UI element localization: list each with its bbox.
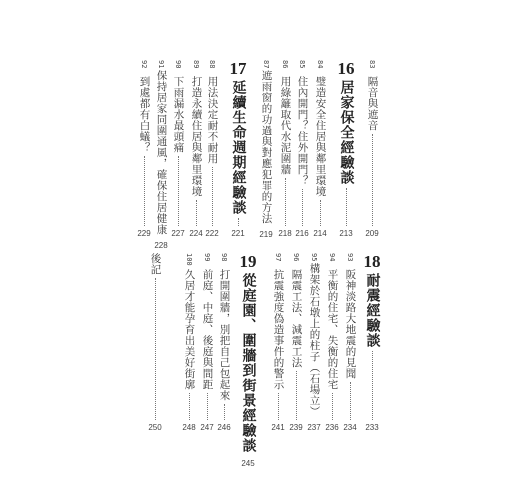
entry-number: 84 [316, 60, 324, 69]
page-number: 246 [217, 423, 231, 432]
toc-entry[interactable] [189, 60, 203, 238]
entry-title: 到處都有白蟻？ [138, 76, 151, 153]
dot-leader [296, 371, 297, 420]
entry-title: 構架於石墩上的柱子（石場立） [308, 263, 321, 418]
chapter-heading[interactable] [237, 252, 259, 468]
page-number: 218 [278, 229, 292, 238]
dot-leader [350, 382, 351, 420]
toc-entry[interactable] [137, 60, 151, 238]
chapter-heading[interactable] [335, 60, 357, 238]
chapter-title: 居家保全經驗談 [338, 80, 355, 185]
dot-leader [372, 351, 373, 420]
entry-title: 打造永續住居與鄰里環境 [190, 76, 203, 197]
entry-number: 85 [298, 60, 306, 69]
entry-title: 下雨漏水最頭痛 [172, 76, 185, 153]
toc-entry[interactable] [271, 253, 285, 432]
entry-title: 平衡的住宅、失衡的住宅 [326, 269, 339, 390]
chapter-number: 16 [337, 59, 355, 78]
toc-entry[interactable] [154, 60, 168, 251]
chapter-title: 延續生命週期經驗談 [230, 80, 247, 215]
entry-number: 99 [203, 253, 211, 262]
entry-title: 打開圍牆，別把自己包起來 [218, 269, 231, 401]
page-number: 219 [259, 230, 273, 240]
toc-entry[interactable] [313, 60, 327, 238]
entry-title: 前庭、中庭、後庭與間距 [201, 269, 214, 390]
page-number: 248 [182, 423, 196, 432]
page-number: 237 [307, 423, 321, 433]
entry-number: 94 [328, 253, 336, 262]
chapter-number: 19 [239, 252, 257, 271]
page-number: 250 [148, 423, 162, 432]
chapter-heading[interactable] [227, 60, 249, 238]
entry-number: 83 [368, 60, 376, 69]
entry-title: 保持居家同圍通風，確保住居健康 [155, 70, 168, 236]
page-number: 229 [137, 229, 151, 238]
toc-entry[interactable] [325, 253, 339, 432]
page-number: 236 [325, 423, 339, 432]
dot-leader [278, 393, 279, 420]
page-number: 216 [295, 229, 309, 238]
page-number: 221 [231, 229, 245, 238]
entry-title: 久居才能孕育出美好街廓 [183, 269, 196, 390]
toc-entry[interactable] [307, 253, 321, 432]
chapter-title: 耐震經驗談 [364, 273, 381, 348]
afterword-title: 後記 [149, 253, 162, 275]
page-number: 241 [271, 423, 285, 432]
toc-entry[interactable] [205, 60, 219, 238]
dot-leader [346, 188, 347, 226]
page-number: 209 [365, 229, 379, 238]
entry-title: 遮雨窗的功過與對應犯罪的方法 [260, 70, 273, 225]
entry-number: 89 [192, 60, 200, 69]
page-number: 224 [189, 229, 203, 238]
toc-entry[interactable] [365, 60, 379, 238]
dot-leader [212, 167, 213, 226]
dot-leader [178, 156, 179, 226]
dot-leader [238, 218, 239, 226]
entry-title: 抗震強度偽造事件的警示 [272, 269, 285, 390]
entry-number: 100 [185, 253, 193, 266]
entry-number: 91 [157, 60, 165, 69]
page-number: 213 [339, 229, 353, 238]
page-number: 228 [154, 241, 168, 251]
entry-number: 96 [292, 253, 300, 262]
page-number: 214 [313, 229, 327, 238]
chapter-number: 18 [363, 252, 381, 271]
entry-number: 92 [140, 60, 148, 69]
page-number: 247 [200, 423, 214, 432]
entry-number: 87 [262, 60, 270, 69]
entry-title: 住內開門？住外開門？ [296, 76, 309, 186]
toc-entry[interactable] [295, 60, 309, 238]
entry-number: 90 [174, 60, 182, 69]
entry-number: 95 [310, 253, 318, 262]
chapter-title: 從庭園、圍牆到街景經驗談 [240, 273, 257, 453]
entry-number: 97 [274, 253, 282, 262]
entry-number: 98 [220, 253, 228, 262]
page-number: 233 [365, 423, 379, 432]
entry-title: 用法決定耐不耐用 [206, 76, 219, 164]
dot-leader [144, 156, 145, 226]
toc-entry[interactable] [343, 253, 357, 432]
entry-title: 用綠籬取代水泥圍牆 [279, 76, 292, 175]
dot-leader [332, 393, 333, 420]
entry-title: 隔音與遮音 [366, 76, 379, 131]
entry-title: 阪神淡路大地震的見聞 [344, 269, 357, 379]
toc-entry[interactable] [148, 253, 162, 432]
dot-leader [285, 178, 286, 226]
chapter-number: 17 [229, 59, 247, 78]
page-number: 222 [205, 229, 219, 238]
entry-number: 86 [281, 60, 289, 69]
dot-leader [224, 404, 225, 420]
page-number: 234 [343, 423, 357, 432]
dot-leader [372, 134, 373, 226]
toc-entry[interactable] [171, 60, 185, 238]
dot-leader [302, 189, 303, 226]
entry-number: 88 [208, 60, 216, 69]
toc-entry[interactable] [200, 253, 214, 432]
toc-entry[interactable] [278, 60, 292, 238]
dot-leader [189, 393, 190, 420]
entry-title: 璧造安全住居與鄰里環境 [314, 76, 327, 197]
dot-leader [155, 278, 156, 420]
dot-leader [320, 200, 321, 226]
toc-entry[interactable] [182, 253, 196, 432]
entry-title: 隔震工法、減震工法 [290, 269, 303, 368]
toc-entry[interactable] [259, 60, 273, 238]
page-number: 245 [241, 459, 255, 468]
dot-leader [207, 393, 208, 420]
page-number: 239 [289, 423, 303, 432]
dot-leader [196, 200, 197, 226]
chapter-heading[interactable] [361, 253, 383, 432]
entry-number: 93 [346, 253, 354, 262]
toc-entry[interactable] [289, 253, 303, 432]
page-number: 227 [171, 229, 185, 238]
toc-entry[interactable] [217, 253, 231, 432]
